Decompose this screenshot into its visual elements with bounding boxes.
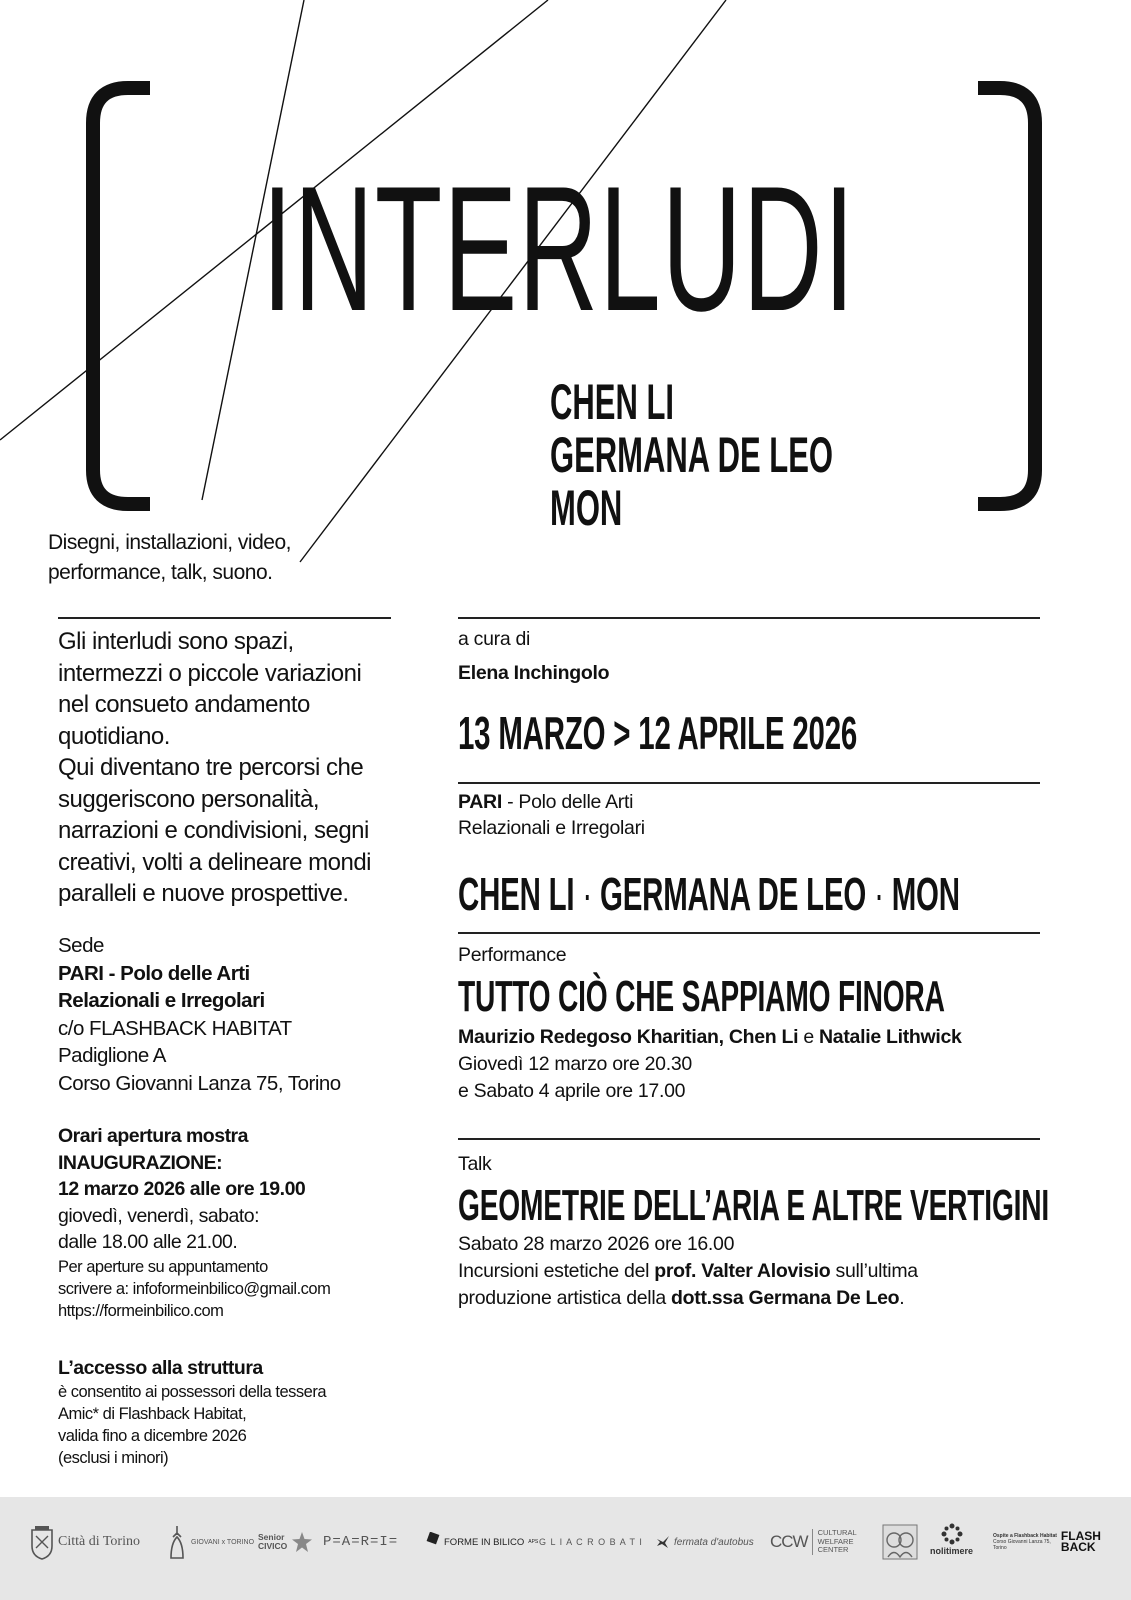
artist-name: MON — [891, 868, 960, 920]
logo-text: Città di Torino — [58, 1534, 140, 1549]
logo-text: CULTURAL — [817, 1528, 857, 1538]
logo-text: P=A=R=I= — [323, 1534, 399, 1550]
intro-line: paralleli e nuove prospettive. — [58, 880, 349, 907]
venue-pavilion: Padiglione A — [58, 1044, 166, 1067]
venue-address: Corso Giovanni Lanza 75, Torino — [58, 1071, 341, 1095]
divider — [458, 1138, 1040, 1140]
logo-flashback-habitat — [993, 1522, 1101, 1562]
poster-title: INTERLUDI — [262, 149, 856, 348]
intro-line: Qui diventano tre percorsi che — [58, 754, 364, 781]
opening-date: 12 marzo 2026 alle ore 19.00 — [58, 1178, 306, 1200]
venue-name: Relazionali e Irregolari — [58, 989, 265, 1012]
right-bracket — [978, 88, 1035, 504]
logo-text: G L I A C R O B A T I — [539, 1537, 643, 1547]
venue-name-line2: Relazionali e Irregolari — [458, 817, 645, 839]
venue-short — [458, 789, 1038, 841]
venue-name: PARI - Polo delle Arti — [58, 961, 250, 985]
tagline-line: Disegni, installazioni, video, — [48, 531, 291, 554]
intro-line: creativi, volti a delineare mondi — [58, 848, 371, 876]
logo-text: FORME IN BILICO — [444, 1536, 525, 1548]
divider — [458, 782, 1040, 784]
tagline-line: performance, talk, suono. — [48, 561, 273, 584]
talk-label: Talk — [458, 1153, 492, 1175]
divider — [458, 932, 1040, 934]
performers: Maurizio Redegoso Kharitian, Chen Li — [458, 1026, 799, 1048]
logo-text: Senior — [258, 1532, 285, 1542]
performance-block — [458, 942, 1038, 1105]
faces-icon — [882, 1524, 918, 1560]
opening-label: INAUGURAZIONE: — [58, 1151, 223, 1174]
performance-date: Giovedì 12 marzo ore 20.30 — [458, 1053, 692, 1075]
performance-date: e Sabato 4 aprile ore 17.00 — [458, 1080, 686, 1102]
divider — [458, 617, 1040, 619]
logo-text: CIVICO — [258, 1541, 288, 1551]
logo-fermata-d-autobus — [656, 1522, 754, 1562]
logo-text: FLASH — [1060, 1529, 1101, 1543]
logo-text: nolitimere — [930, 1546, 974, 1556]
curator-label: a cura di — [458, 628, 531, 650]
access-line: (esclusi i minori) — [58, 1449, 169, 1467]
artist-name: CHEN LI — [458, 868, 575, 920]
logo-text: CENTER — [817, 1545, 849, 1555]
artists-line — [458, 870, 1038, 918]
tilted-square-icon — [426, 1532, 440, 1552]
logo-text: BACK — [1060, 1540, 1096, 1554]
venue-acronym: PARI — [458, 791, 502, 813]
intro-line: suggeriscono personalità, — [58, 785, 320, 813]
performers: Natalie Lithwick — [819, 1026, 962, 1048]
artists-list — [550, 376, 833, 535]
talk-block — [458, 1151, 1050, 1312]
talk-desc: produzione artistica della — [458, 1287, 672, 1309]
logo-citta-di-torino — [30, 1522, 140, 1562]
access-title: L’accesso alla struttura — [58, 1357, 263, 1379]
exhibition-dates — [458, 707, 1038, 759]
access-line: valida fino a dicembre 2026 — [58, 1427, 247, 1445]
city-crest-icon — [30, 1524, 54, 1560]
logo-cultural-welfare-center — [770, 1522, 857, 1562]
performance-label: Performance — [458, 944, 567, 966]
venue-label: Sede — [58, 934, 104, 957]
divider — [58, 617, 391, 619]
performance-title: TUTTO CIÒ CHE SAPPIAMO FINORA — [458, 972, 945, 1021]
opening-hours — [58, 1123, 398, 1322]
curator-block — [458, 626, 1038, 686]
appointment-note: Per aperture su appuntamento — [58, 1257, 268, 1276]
star-icon — [291, 1531, 313, 1553]
open-days: giovedì, venerdì, sabato: — [58, 1204, 260, 1227]
artist-name: GERMANA DE LEO — [550, 427, 834, 483]
intro-line: quotidiano. — [58, 722, 170, 750]
flower-icon — [940, 1522, 964, 1546]
logo-text: APS — [528, 1539, 539, 1545]
intro-line: intermezzi o piccole variazioni — [58, 659, 362, 687]
logo-text: Torino — [993, 1545, 1007, 1551]
dates-text: 13 MARZO > 12 APRILE 2026 — [458, 707, 858, 759]
tagline — [48, 528, 291, 588]
contact-email[interactable]: scrivere a: infoformeinbilico@gmail.com — [58, 1279, 331, 1298]
artist-name: GERMANA DE LEO — [600, 868, 867, 920]
logo-giovani-torino — [167, 1522, 254, 1562]
intro-line: narrazioni e condivisioni, segni — [58, 817, 369, 844]
access-info — [58, 1355, 398, 1469]
venue-name-rest: - Polo delle Arti — [501, 791, 634, 813]
talk-desc: sull’ultima — [830, 1260, 918, 1282]
speaker: prof. Valter Alovisio — [654, 1260, 831, 1282]
intro-text — [58, 626, 398, 910]
open-hours: dalle 18.00 alle 21.00. — [58, 1231, 238, 1253]
hours-heading: Orari apertura mostra — [58, 1125, 248, 1147]
logo-pari — [323, 1522, 398, 1562]
logo-forme-in-bilico — [426, 1522, 538, 1562]
logo-senior-civico — [258, 1522, 313, 1562]
logo-gli-acrobati — [539, 1522, 643, 1562]
talk-desc: Incursioni estetiche del — [458, 1260, 655, 1282]
separator-dot: · — [866, 868, 892, 920]
intro-line: Gli interludi sono spazi, — [58, 628, 294, 655]
mole-icon — [167, 1525, 187, 1559]
access-line: è consentito ai possessori della tessera — [58, 1383, 326, 1401]
logo-text: CCW — [770, 1532, 808, 1551]
logo-text: Corso Giovanni Lanza 75, — [993, 1539, 1051, 1545]
website-link[interactable]: https://formeinbilico.com — [58, 1301, 224, 1320]
curator-name: Elena Inchingolo — [458, 662, 610, 684]
logo-text: Ospite a Flashback Habitat — [993, 1533, 1057, 1539]
artist-name: MON — [550, 480, 623, 536]
logo-text: fermata d'autobus — [674, 1536, 754, 1548]
conjunction: e — [798, 1026, 820, 1048]
venue-info — [58, 932, 398, 1097]
separator-dot: · — [574, 868, 601, 920]
talk-date: Sabato 28 marzo 2026 ore 16.00 — [458, 1233, 735, 1255]
talk-desc: . — [899, 1287, 905, 1309]
logo-nolitimere — [930, 1522, 973, 1562]
logo-faces — [882, 1522, 918, 1562]
logo-text: GIOVANI x TORINO — [191, 1538, 255, 1546]
bird-icon — [656, 1535, 670, 1549]
venue-host: c/o FLASHBACK HABITAT — [58, 1016, 292, 1040]
artist-name: CHEN LI — [550, 374, 674, 430]
talk-title: GEOMETRIE DELL’ARIA E ALTRE VERTIGINI — [458, 1181, 1050, 1230]
intro-line: nel consueto andamento — [58, 691, 310, 718]
logo-text: WELFARE — [817, 1536, 854, 1546]
artist-ref: dott.ssa Germana De Leo — [671, 1287, 900, 1309]
left-bracket — [93, 88, 150, 504]
access-line: Amic* di Flashback Habitat, — [58, 1405, 247, 1423]
